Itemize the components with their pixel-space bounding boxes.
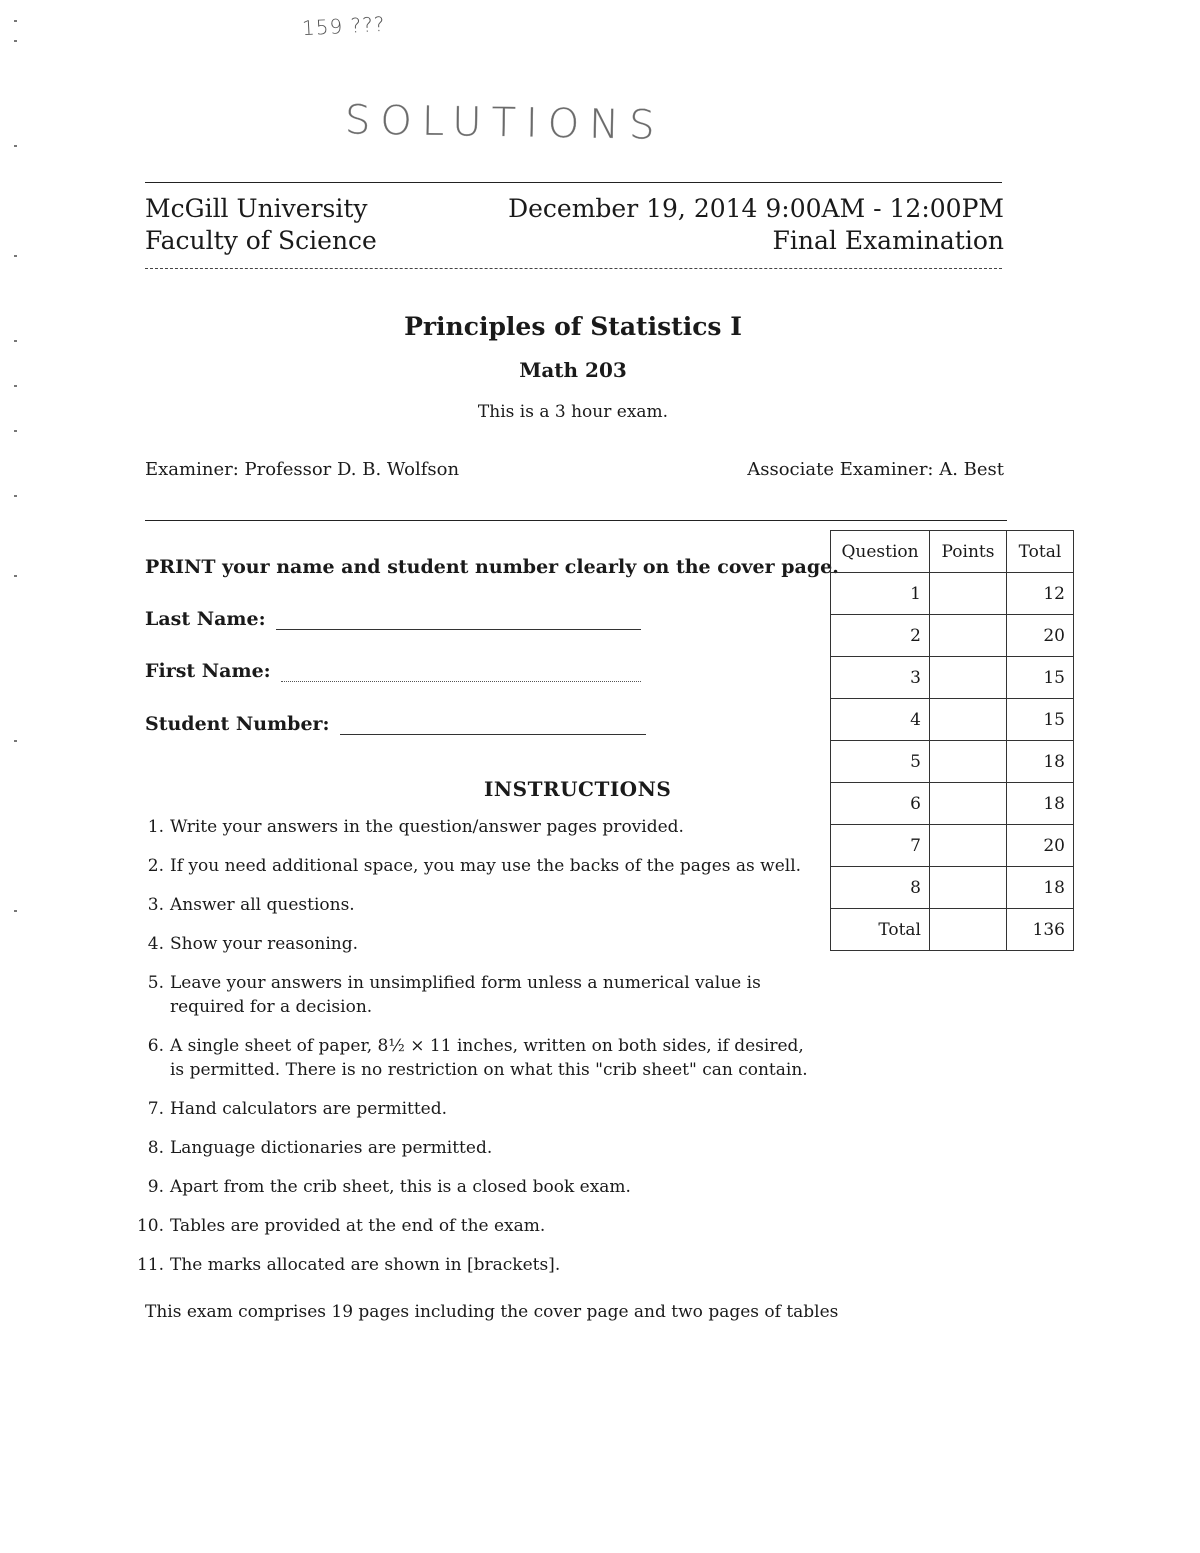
- points-cell[interactable]: [930, 741, 1007, 783]
- table-row: [831, 699, 1074, 741]
- last-name-label: Last Name:: [145, 608, 266, 630]
- item-text: A single sheet of paper, 8½ × 11 inches, written on both sides, if desired, is permitted. There is no restriction on what this "crib sheet" can contain.: [170, 1036, 808, 1080]
- total-marks: 20: [1007, 615, 1074, 657]
- item-text: Show your reasoning.: [170, 934, 359, 954]
- table-row: [831, 741, 1074, 783]
- item-number: 10.: [136, 1216, 164, 1236]
- course-code: Math 203: [519, 358, 627, 382]
- first-name-field: [145, 660, 641, 682]
- item-text: Hand calculators are permitted.: [170, 1099, 448, 1119]
- points-cell[interactable]: [930, 573, 1007, 615]
- question-number: 6: [831, 783, 930, 825]
- margin-mark: [14, 145, 17, 147]
- item-text: Tables are provided at the end of the exam.: [170, 1216, 546, 1236]
- column-header-total: Total: [1007, 531, 1074, 573]
- item-text: The marks allocated are shown in [brackets].: [170, 1255, 561, 1275]
- student-number-blank[interactable]: [340, 716, 646, 735]
- header-top-rule: [145, 182, 1002, 183]
- print-instruction: PRINT your name and student number clearly on the cover page.: [145, 556, 839, 578]
- table-row: [831, 867, 1074, 909]
- section-rule: [145, 520, 1007, 521]
- list-item: [130, 815, 820, 839]
- university-name: McGill University: [145, 194, 368, 223]
- total-marks: 12: [1007, 573, 1074, 615]
- margin-mark: [14, 20, 17, 22]
- question-number: 2: [831, 615, 930, 657]
- institution-block: [145, 193, 377, 257]
- item-text: Language dictionaries are permitted.: [170, 1138, 493, 1158]
- total-marks: 18: [1007, 741, 1074, 783]
- total-marks: 20: [1007, 825, 1074, 867]
- question-number: 4: [831, 699, 930, 741]
- item-number: 5.: [147, 973, 164, 993]
- question-number: 1: [831, 573, 930, 615]
- margin-mark: [14, 40, 17, 42]
- total-marks: 15: [1007, 657, 1074, 699]
- student-number-label: Student Number:: [145, 713, 330, 735]
- item-number: 2.: [147, 856, 164, 876]
- item-text: If you need additional space, you may use the backs of the pages as well.: [170, 856, 802, 876]
- table-row: [831, 783, 1074, 825]
- item-number: 3.: [147, 895, 164, 915]
- table-row: [831, 573, 1074, 615]
- question-number: 5: [831, 741, 930, 783]
- list-item: [130, 932, 820, 956]
- associate-examiner: Associate Examiner: A. Best: [747, 459, 1004, 480]
- header-bottom-rule: [145, 268, 1002, 269]
- margin-mark: [14, 910, 17, 912]
- first-name-blank[interactable]: [281, 663, 641, 682]
- exam-info-block: [508, 193, 1004, 257]
- item-number: 6.: [147, 1036, 164, 1056]
- item-text: Write your answers in the question/answer pages provided.: [170, 817, 684, 837]
- list-item: [130, 971, 820, 1019]
- course-title: Principles of Statistics I: [404, 312, 742, 341]
- score-table: [830, 530, 1074, 951]
- question-number: 7: [831, 825, 930, 867]
- exam-date-time: December 19, 2014 9:00AM - 12:00PM: [508, 194, 1004, 223]
- item-text: Answer all questions.: [170, 895, 355, 915]
- table-row: [831, 615, 1074, 657]
- exam-duration: This is a 3 hour exam.: [477, 402, 669, 422]
- question-number: 8: [831, 867, 930, 909]
- total-marks: 18: [1007, 867, 1074, 909]
- item-number: 4.: [147, 934, 164, 954]
- page-count-note: This exam comprises 19 pages including the cover page and two pages of tables: [145, 1302, 839, 1322]
- item-number: 7.: [147, 1099, 164, 1119]
- exam-type: Final Examination: [772, 226, 1004, 255]
- margin-mark: [14, 575, 17, 577]
- item-number: 11.: [136, 1255, 164, 1275]
- points-cell[interactable]: [930, 657, 1007, 699]
- table-row: [831, 825, 1074, 867]
- examiner: Examiner: Professor D. B. Wolfson: [145, 459, 460, 480]
- list-item: [130, 1097, 820, 1121]
- item-number: 8.: [147, 1138, 164, 1158]
- student-number-field: [145, 713, 646, 735]
- points-total-cell[interactable]: [930, 909, 1007, 951]
- table-total-row: [831, 909, 1074, 951]
- points-cell[interactable]: [930, 699, 1007, 741]
- column-header-points: Points: [930, 531, 1007, 573]
- points-cell[interactable]: [930, 615, 1007, 657]
- total-marks: 15: [1007, 699, 1074, 741]
- column-header-question: Question: [831, 531, 930, 573]
- faculty-name: Faculty of Science: [145, 226, 377, 255]
- points-cell[interactable]: [930, 783, 1007, 825]
- item-text: Leave your answers in unsimplified form unless a numerical value is required for a decision.: [170, 973, 761, 1017]
- item-text: Apart from the crib sheet, this is a closed book exam.: [170, 1177, 631, 1197]
- total-label: Total: [831, 909, 930, 951]
- last-name-field: [145, 608, 641, 630]
- handwritten-solutions-label: SOLUTIONS: [344, 97, 665, 149]
- margin-mark: [14, 495, 17, 497]
- last-name-blank[interactable]: [276, 611, 641, 630]
- first-name-label: First Name:: [145, 660, 271, 682]
- margin-mark: [14, 740, 17, 742]
- list-item: [130, 1175, 820, 1199]
- instructions-heading: INSTRUCTIONS: [484, 777, 672, 801]
- points-cell[interactable]: [930, 825, 1007, 867]
- total-marks: 18: [1007, 783, 1074, 825]
- table-row: [831, 657, 1074, 699]
- list-item: [130, 1214, 820, 1238]
- margin-mark: [14, 255, 17, 257]
- score-table-header-row: [831, 531, 1074, 573]
- margin-mark: [14, 385, 17, 387]
- list-item: [130, 893, 820, 917]
- list-item: [130, 1253, 820, 1277]
- list-item: [130, 854, 820, 878]
- list-item: [130, 1034, 820, 1082]
- instructions-list: [130, 815, 820, 1292]
- item-number: 9.: [147, 1177, 164, 1197]
- grand-total: 136: [1007, 909, 1074, 951]
- handwritten-scribble: 159 ???: [301, 11, 386, 41]
- points-cell[interactable]: [930, 867, 1007, 909]
- list-item: [130, 1136, 820, 1160]
- question-number: 3: [831, 657, 930, 699]
- margin-mark: [14, 430, 17, 432]
- item-number: 1.: [147, 817, 164, 837]
